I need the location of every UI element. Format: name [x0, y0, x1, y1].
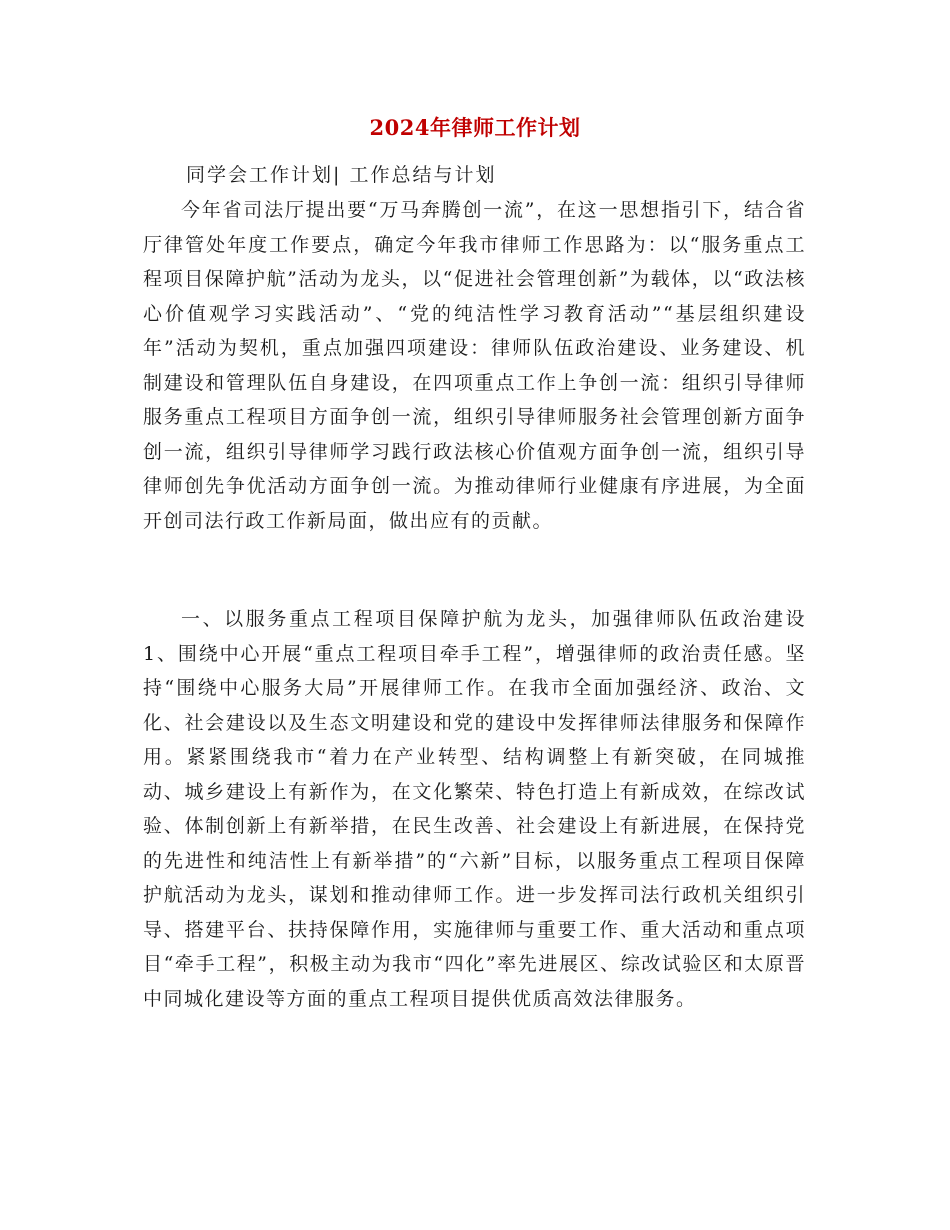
body-paragraph-2: 一、以服务重点工程项目保障护航为龙头，加强律师队伍政治建设1、围绕中心开展“重点工程项目牵手工程”，增强律师的政治责任感。坚持“围绕中心服务大局”开展律师工作。在我市全面加强经济、政治、文化、社会建设以及生态文明建设和党的建设中发挥律师法律服务和保障作用。紧紧围绕我市“着力在产业转型、结构调整上有新突破，在同城推动、城乡建设上有新作为，在文化繁荣、特色打造上有新成效，在综改试验、体制创新上有新举措，在民生改善、社会建设上有新进展，在保持党的先进性和纯洁性上有新举措”的“六新”目标，以服务重点工程项目保障护航活动为龙头，谋划和推动律师工作。进一步发挥司法行政机关组织引导、搭建平台、扶持保障作用，实施律师与重要工作、重大活动和重点项目“牵手工程”，积极主动为我市“四化”率先进展区、综改试验区和太原晋中同城化建设等方面的重点工程项目提供优质高效法律服务。 [143, 608, 806, 1010]
document-subtitle: 同学会工作计划| 工作总结与计划 [186, 164, 497, 186]
body-paragraph-1: 今年省司法厅提出要“万马奔腾创一流”，在这一思想指引下，结合省厅律管处年度工作要点，确定今年我市律师工作思路为：以“服务重点工程项目保障护航”活动为龙头，以“促进社会管理创新”为载体，以“政法核心价值观学习实践活动”、“党的纯洁性学习教育活动”“基层组织建设年”活动为契机，重点加强四项建设：律师队伍政治建设、业务建设、机制建设和管理队伍自身建设，在四项重点工作上争创一流：组织引导律师服务重点工程项目方面争创一流，组织引导律师服务社会管理创新方面争创一流，组织引导律师学习践行政法核心价值观方面争创一流，组织引导律师创先争优活动方面争创一流。为推动律师行业健康有序进展，为全面开创司法行政工作新局面，做出应有的贡献。 [143, 199, 806, 532]
document-title: 2024年律师工作计划 [369, 115, 581, 140]
